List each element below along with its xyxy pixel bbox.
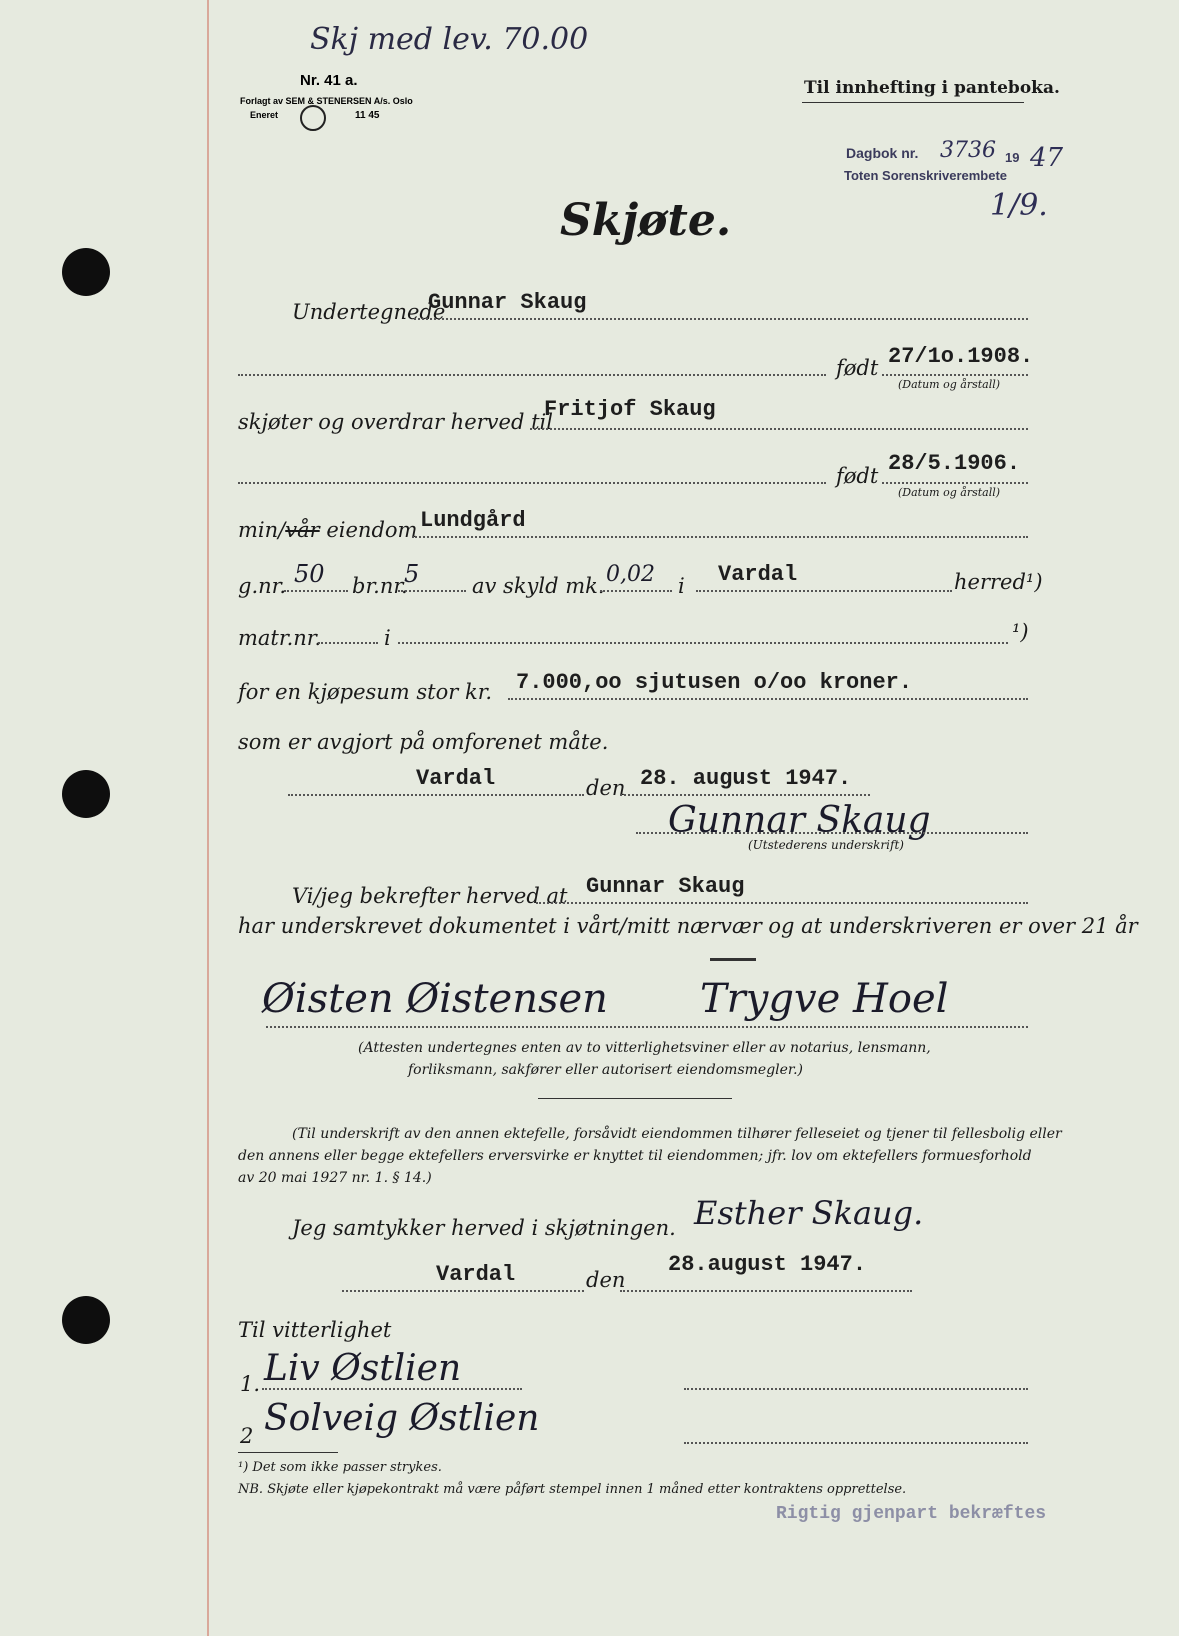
brnr-label: br.nr. [352, 574, 408, 598]
bekrefter-value: Gunnar Skaug [586, 874, 745, 899]
bekrefter-line2: har underskrevet dokumentet i vårt/mitt nærvær og at underskriveren er over 21 år [238, 914, 1138, 938]
spouse-signature: Esther Skaug. [694, 1194, 924, 1232]
confirm-copy-stamp: Rigtig gjenpart bekræftes [776, 1504, 1047, 1524]
stamp-diary-number: 3736 [940, 138, 996, 163]
punch-hole-middle [62, 770, 110, 818]
skjoter-value: Fritjof Skaug [544, 397, 716, 422]
witness-dash-mark [710, 958, 756, 961]
date1-value: 28. august 1947. [640, 766, 852, 791]
binding-note-underline [802, 102, 1024, 103]
fodt2-label: født [836, 464, 879, 488]
publisher-line: Forlagt av SEM & STENERSEN A/s. Oslo [240, 96, 413, 106]
eiendom-label [238, 518, 417, 542]
samtykker-text: Jeg samtykker herved i skjøtningen. [292, 1216, 676, 1240]
witness-signature-2: Trygve Hoel [700, 976, 949, 1022]
vitterlighet-label: Til vitterlighet [238, 1318, 392, 1342]
footnote-2: NB. Skjøte eller kjøpekontrakt må være påført stempel innen 1 måned etter kontraktens opprettelse. [238, 1482, 907, 1497]
gnr-label: g.nr. [238, 574, 287, 598]
issuer-signature: Gunnar Skaug [668, 800, 931, 841]
eiendom-label-min: min/ [238, 518, 286, 542]
fodt1-value: 27/1o.1908. [888, 344, 1034, 369]
skyld-label: av skyld mk. [472, 574, 605, 598]
eiendom-value: Lundgård [420, 508, 526, 533]
edition-number: 11 45 [355, 110, 380, 121]
undertegnede-value: Gunnar Skaug [428, 290, 587, 315]
brnr-line [398, 590, 466, 592]
spouse-note-1: (Til underskrift av den annen ektefelle, forsåvidt eiendommen tilhører felleseiet og tjener til fellesbolig eller [292, 1126, 1062, 1142]
footnote-1: ¹) Det som ikke passer strykes. [238, 1460, 442, 1475]
date2-line [620, 1290, 912, 1292]
avgjort-text: som er avgjort på omforenet måte. [238, 730, 609, 754]
stamp-diary-label: Dagbok nr. [846, 145, 919, 161]
margin-line [207, 0, 209, 1636]
witness1-line-right [684, 1388, 1028, 1390]
herred-label: herred¹) [954, 570, 1043, 594]
form-number: Nr. 41 a. [300, 72, 358, 89]
attest-separator [538, 1098, 732, 1099]
gnr-value: 50 [294, 560, 325, 588]
stamp-handwritten-date: 1/9. [990, 188, 1048, 223]
fodt1-line [882, 374, 1028, 376]
stamp-year-prefix: 19 [1005, 150, 1020, 165]
punch-hole-bottom [62, 1296, 110, 1344]
bekrefter-line [536, 902, 1028, 904]
fodt2-line [882, 482, 1028, 484]
stamp-court-office: Toten Sorenskriverembete [844, 168, 1008, 183]
binding-note: Til innhefting i panteboka. [804, 78, 1060, 98]
eiendom-line [412, 536, 1028, 538]
matrnr-label: matr.nr. [238, 626, 322, 650]
brnr-value: 5 [404, 560, 420, 588]
witness1-signature: Liv Østlien [264, 1348, 462, 1389]
skyld-line [600, 590, 672, 592]
herred-i-label: i [678, 574, 685, 598]
skjoter-label: skjøter og overdrar herved til [238, 410, 553, 434]
signature1-line [636, 832, 1028, 834]
date1-line [620, 794, 870, 796]
utsteder-note: (Utstederens underskrift) [748, 838, 904, 852]
eiendom-label-word: eiendom [326, 518, 418, 542]
attest-note-1: (Attesten undertegnes enten av to vitterlighetsviner eller av notarius, lensmann, [358, 1040, 931, 1056]
witness2-signature: Solveig Østlien [264, 1398, 540, 1439]
kjopesum-value: 7.000,oo sjutusen o/oo kroner. [516, 670, 913, 695]
fodt1-label: født [836, 356, 879, 380]
stamp-year-suffix: 47 [1030, 143, 1064, 173]
place2-value: Vardal [436, 1262, 516, 1287]
kjopesum-line [508, 698, 1028, 700]
witness-line [266, 1026, 1028, 1028]
footnote-separator [238, 1452, 338, 1453]
skjoter-line [530, 428, 1028, 430]
publisher-logo-icon [300, 105, 326, 131]
matr-note: ¹) [1012, 620, 1029, 644]
kjopesum-label: for en kjøpesum stor kr. [238, 680, 493, 704]
undertegnede-label: Undertegnede [292, 300, 446, 324]
exclusive-label: Eneret [250, 110, 279, 120]
den2-label: den [586, 1268, 626, 1292]
fodt2-datum-note: (Datum og årstall) [898, 486, 1001, 499]
eiendom-label-struck: vår [285, 518, 320, 542]
witness2-line-right [684, 1442, 1028, 1444]
gnr-line [284, 590, 348, 592]
bekrefter-label: Vi/jeg bekrefter herved at [292, 884, 568, 908]
herred-line [696, 590, 952, 592]
handwritten-fee-note: Skj med lev. 70.00 [310, 22, 589, 57]
witness2-number: 2 [240, 1424, 254, 1448]
matrnr-line [318, 642, 378, 644]
punch-hole-top [62, 248, 110, 296]
den1-label: den [586, 776, 626, 800]
attest-note-2: forliksmann, sakfører eller autorisert eiendomsmegler.) [408, 1062, 803, 1078]
fodt2-line-left [238, 482, 826, 484]
date2-value: 28.august 1947. [668, 1252, 867, 1277]
witness-signature-1: Øisten Øistensen [262, 976, 608, 1022]
place2-line [342, 1290, 584, 1292]
witness1-number: 1. [240, 1372, 261, 1396]
place1-line [288, 794, 584, 796]
herred-value: Vardal [718, 562, 798, 587]
matr-line [398, 642, 1008, 644]
spouse-note-2: den annens eller begge ektefellers erversvirke er knyttet til eiendommen; jfr. lov om ektefellers formuesforhold [238, 1148, 1032, 1164]
fodt2-value: 28/5.1906. [888, 451, 1021, 476]
document-title: Skjøte. [560, 195, 732, 246]
witness1-line [262, 1388, 522, 1390]
fodt1-datum-note: (Datum og årstall) [898, 378, 1001, 391]
fodt1-line-left [238, 374, 826, 376]
undertegnede-line [414, 318, 1028, 320]
place1-value: Vardal [416, 766, 496, 791]
skyld-value: 0,02 [606, 562, 655, 587]
matr-i-label: i [384, 626, 391, 650]
spouse-note-3: av 20 mai 1927 nr. 1. § 14.) [238, 1170, 432, 1186]
